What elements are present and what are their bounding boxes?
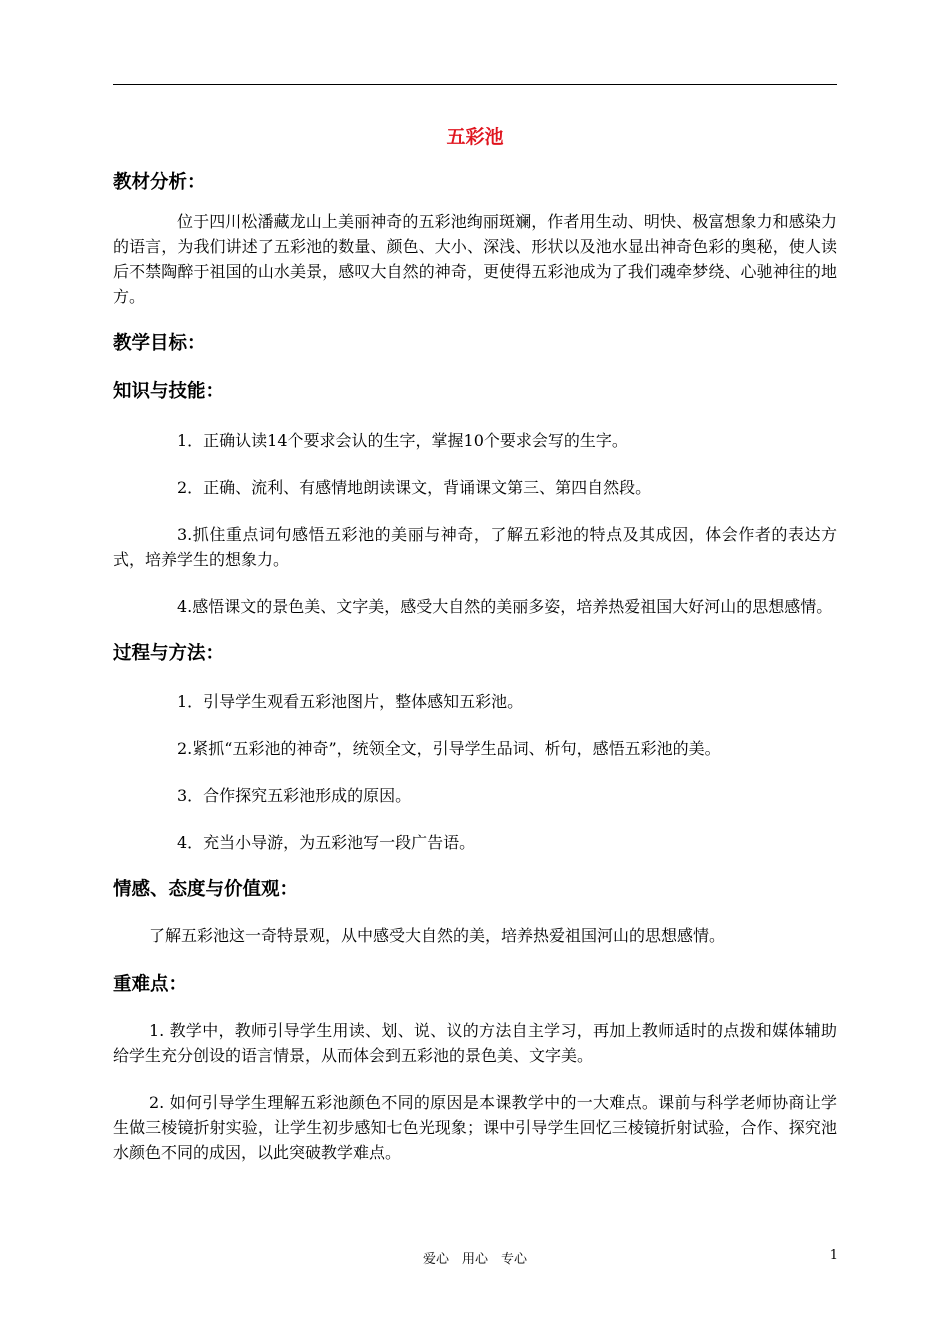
page-number: 1 [829, 1248, 838, 1263]
section-heading-difficulty: 重难点： [113, 974, 188, 995]
document-title: 五彩池 [446, 126, 504, 148]
knowledge-item-1: 1．正确认读14个要求会认的生字，掌握10个要求会写的生字。 [177, 431, 628, 450]
footer-motto: 爱心 用心 专心 [422, 1252, 527, 1267]
knowledge-item-2: 2．正确、流利、有感情地朗读课文，背诵课文第三、第四自然段。 [177, 478, 652, 497]
knowledge-item-4: 4.感悟课文的景色美、文字美，感受大自然的美丽多姿，培养热爱祖国大好河山的思想感情。 [177, 597, 833, 616]
section-heading-analysis: 教材分析： [113, 172, 206, 193]
emotion-paragraph: 了解五彩池这一奇特景观，从中感受大自然的美，培养热爱祖国河山的思想感情。 [149, 926, 726, 945]
process-item-4: 4．充当小导游，为五彩池写一段广告语。 [177, 833, 476, 852]
header-rule [113, 84, 837, 85]
difficulty-item-1: 1. 教学中，教师引导学生用读、划、说、议的方法自主学习，再加上教师适时的点拨和媒体辅助给学生充分创设的语言情景，从而体会到五彩池的景色美、文字美。 [113, 1021, 837, 1065]
section-heading-process: 过程与方法： [113, 643, 225, 664]
section-heading-knowledge: 知识与技能： [113, 381, 225, 402]
document-body [113, 118, 837, 1165]
knowledge-item-3: 3.抓住重点词句感悟五彩池的美丽与神奇，了解五彩池的特点及其成因，体会作者的表达方式，培养学生的想象力。 [113, 525, 837, 569]
section-heading-goals: 教学目标： [113, 333, 206, 354]
process-item-2: 2.紧抓“五彩池的神奇”，统领全文，引导学生品词、析句，感悟五彩池的美。 [177, 739, 721, 758]
section-heading-emotion: 情感、态度与价值观： [113, 879, 299, 900]
process-item-3: 3．合作探究五彩池形成的原因。 [177, 786, 412, 805]
difficulty-item-2: 2. 如何引导学生理解五彩池颜色不同的原因是本课教学中的一大难点。课前与科学老师协商让学生做三棱镜折射实验，让学生初步感知七色光现象；课中引导学生回忆三棱镜折射试验，合作、探究池水颜色不同的成因，以此突破教学难点。 [113, 1093, 837, 1162]
process-item-1: 1．引导学生观看五彩池图片，整体感知五彩池。 [177, 692, 524, 711]
analysis-paragraph: 位于四川松潘藏龙山上美丽神奇的五彩池绚丽斑斓，作者用生动、明快、极富想象力和感染力的语言，为我们讲述了五彩池的数量、颜色、大小、深浅、形状以及池水显出神奇色彩的奥秘，使人读后不禁陶醉于祖国的山水美景，感叹大自然的神奇，更使得五彩池成为了我们魂牵梦绕、心驰神往的地方。 [113, 212, 837, 306]
